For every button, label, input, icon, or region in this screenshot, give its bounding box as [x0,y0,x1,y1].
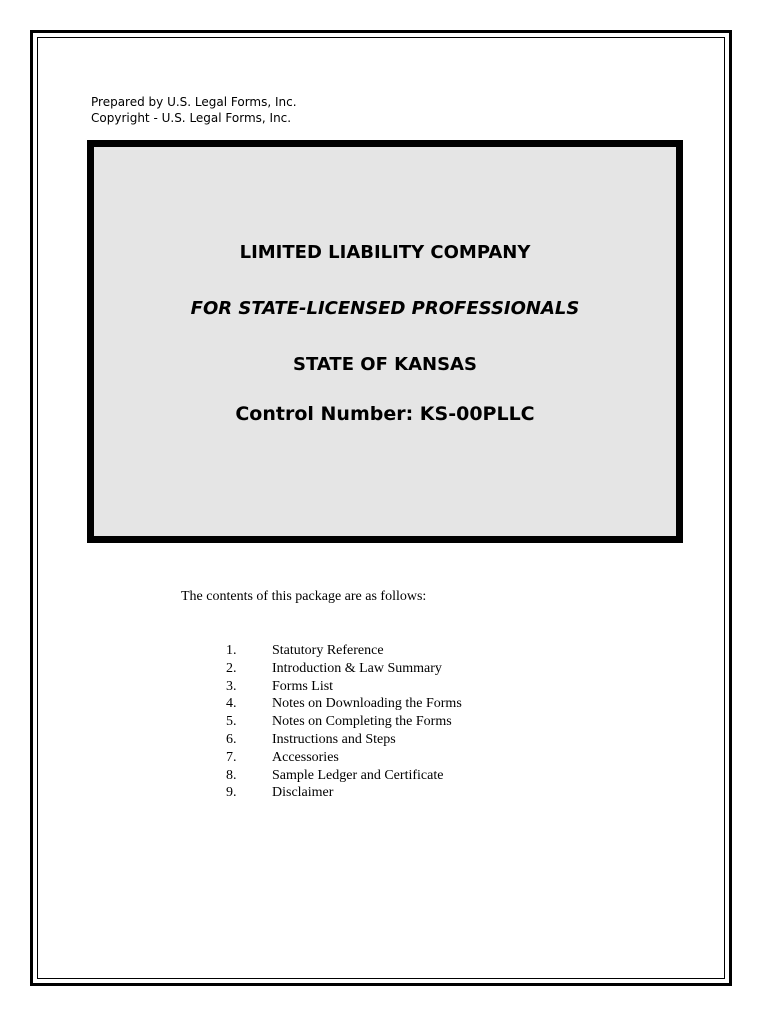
list-item [226,642,462,660]
list-item [226,731,462,749]
item-label: Forms List [272,678,334,694]
list-item [226,678,462,696]
contents-intro: The contents of this package are as follows: [181,589,427,604]
item-number: 9. [226,785,237,801]
item-number: 8. [226,767,237,783]
item-number: 4. [226,696,237,712]
item-number: 3. [226,678,237,694]
item-label: Notes on Completing the Forms [272,714,452,730]
item-number: 2. [226,660,237,676]
prepared-by-text: Prepared by U.S. Legal Forms, Inc. [91,95,297,109]
item-label: Statutory Reference [272,643,384,658]
list-item [226,660,462,678]
list-item [226,767,462,785]
list-item [226,749,462,767]
item-label: Disclaimer [272,785,334,801]
item-number: 7. [226,749,237,765]
control-number: Control Number: KS-00PLLC [235,403,535,425]
document-title: LIMITED LIABILITY COMPANY [239,242,531,263]
title-box [87,140,683,543]
item-label: Introduction & Law Summary [272,660,442,676]
item-number: 5. [226,714,237,730]
item-label: Sample Ledger and Certificate [272,767,444,783]
item-label: Instructions and Steps [272,731,396,747]
item-number: 1. [226,643,237,658]
contents-list [226,642,462,802]
copyright-text: Copyright - U.S. Legal Forms, Inc. [91,111,292,125]
item-label: Notes on Downloading the Forms [272,696,462,712]
document-subtitle: FOR STATE-LICENSED PROFESSIONALS [190,298,580,319]
list-item [226,695,462,713]
item-label: Accessories [272,749,339,765]
list-item [226,784,462,802]
state-heading: STATE OF KANSAS [293,354,477,375]
item-number: 6. [226,731,237,747]
list-item [226,713,462,731]
